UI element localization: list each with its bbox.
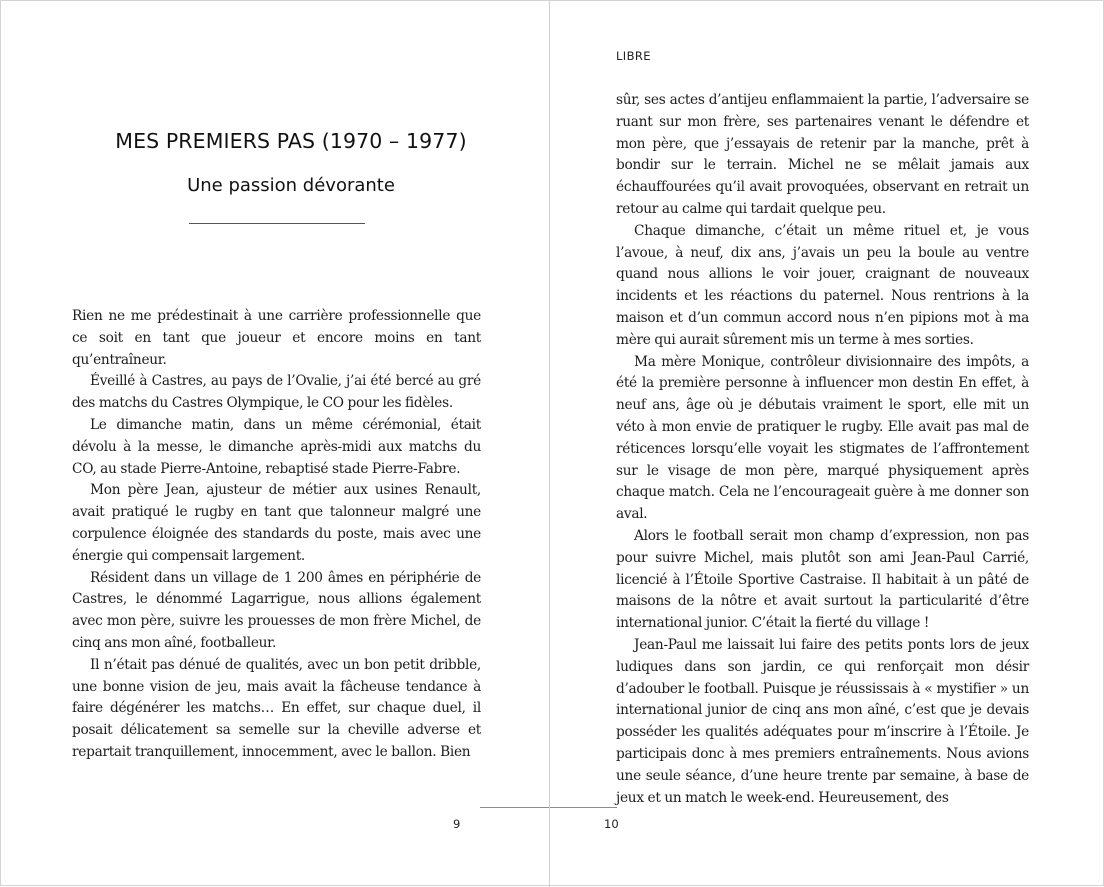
paragraph: Ma mère Monique, contrôleur divisionnaire des impôts, a été la première personne à influencer mon destin En effet, à neuf ans, âge où je débutais vraiment le sport, elle mit un véto à mon envie de pratiquer le rugby. Elle avait pas mal de réticences lorsqu’elle voyait les stigmates de l’affrontement sur le visage de mon père, marqué physiquement après chaque match. Cela ne l’encourageait guère à me donner son aval.: [616, 353, 1029, 523]
paragraph: Mon père Jean, ajusteur de métier aux usines Renault, avait pratiqué le rugby en tant que talonneur malgré une corpulence éloignée des standards du poste, mais avec une énergie qui compensait largement.: [72, 482, 481, 564]
title-divider: [189, 223, 365, 224]
paragraph: Éveillé à Castres, au pays de l’Ovalie, j’ai été bercé au gré des matchs du Castres Olympique, le CO pour les fidèles.: [72, 373, 481, 412]
paragraph: Rien ne me prédestinait à une carrière professionnelle que ce soit en tant que joueur et encore moins en tant qu’entraîneur.: [72, 308, 481, 368]
paragraph: Le dimanche matin, dans un même cérémonial, était dévolu à la messe, le dimanche après-midi aux matchs du CO, au stade Pierre-Antoine, rebaptisé stade Pierre-Fabre.: [72, 416, 481, 477]
paragraph: sûr, ses actes d’antijeu enflammaient la partie, l’adversaire se ruant sur mon frère, ses partenaires venant le défendre et mon père, que j’essayais de retenir par la manche, prêt à bondir sur le terrain. Michel ne se mêlait jamais aux échauffourées qu’il avait provoquées, observant en retrait un retour au calme qui tardait quelque peu.: [616, 92, 1029, 217]
paragraph: Il n’était pas dénué de qualités, avec un bon petit dribble, une bonne vision de jeu, mais avait la fâcheuse tendance à faire dégénérer les matchs… En effet, sur chaque duel, il posait délicatement sa semelle sur la cheville adverse et repartait tranquillement, innocemment, avec le ballon. Bien: [72, 656, 481, 760]
page-number: 9: [453, 817, 461, 831]
chapter-subtitle: Une passion dévorante: [187, 175, 395, 196]
footer-rule: [550, 807, 617, 808]
chapter-title: MES PREMIERS PAS (1970 – 1977): [115, 129, 467, 153]
page-number: 10: [604, 817, 619, 831]
running-head: LIBRE: [616, 49, 651, 63]
footer-rule: [480, 807, 549, 808]
right-page-body: [616, 90, 1029, 809]
left-page-body: [72, 306, 481, 764]
paragraph: Chaque dimanche, c’était un même rituel et, je vous l’avoue, à neuf, dix ans, j’avais un peu la boule au ventre quand nous allions le voir jouer, craignant de nouveaux incidents et les réactions du paternel. Nous rentrions à la maison et d’un commun accord nous n’en pipions mot à ma mère qui aurait sûrement mis un terme à mes sorties.: [616, 222, 1029, 348]
paragraph: Résident dans un village de 1 200 âmes en périphérie de Castres, le dénommé Lagarrigue, nous allions également avec mon père, suivre les prouesses de mon frère Michel, de cinq ans mon aîné, footballeur.: [72, 569, 481, 651]
left-page: [1, 1, 549, 887]
paragraph: Alors le football serait mon champ d’expression, non pas pour suivre Michel, mais plutôt son ami Jean-Paul Carrié, licencié à l’Étoile Sportive Castraise. Il habitait à un pâté de maisons de la nôtre et avait surtout la particularité d’être international junior. C’était la fierté du village !: [616, 527, 1029, 632]
paragraph: Jean-Paul me laissait lui faire des petits ponts lors de jeux ludiques dans son jardin, ce qui renforçait mon désir d’adouber le football. Puisque je réussissais à « mystifier » un international junior de cinq ans mon aîné, c’est que je devais posséder les qualités adéquates pour m’inscrire à l’Étoile. Je participais donc à mes premiers entraînements. Nous avions une seule séance, d’une heure trente par semaine, à base de jeux et un match le week-end. Heureusement, des: [616, 636, 1029, 806]
right-page: [550, 1, 1104, 887]
